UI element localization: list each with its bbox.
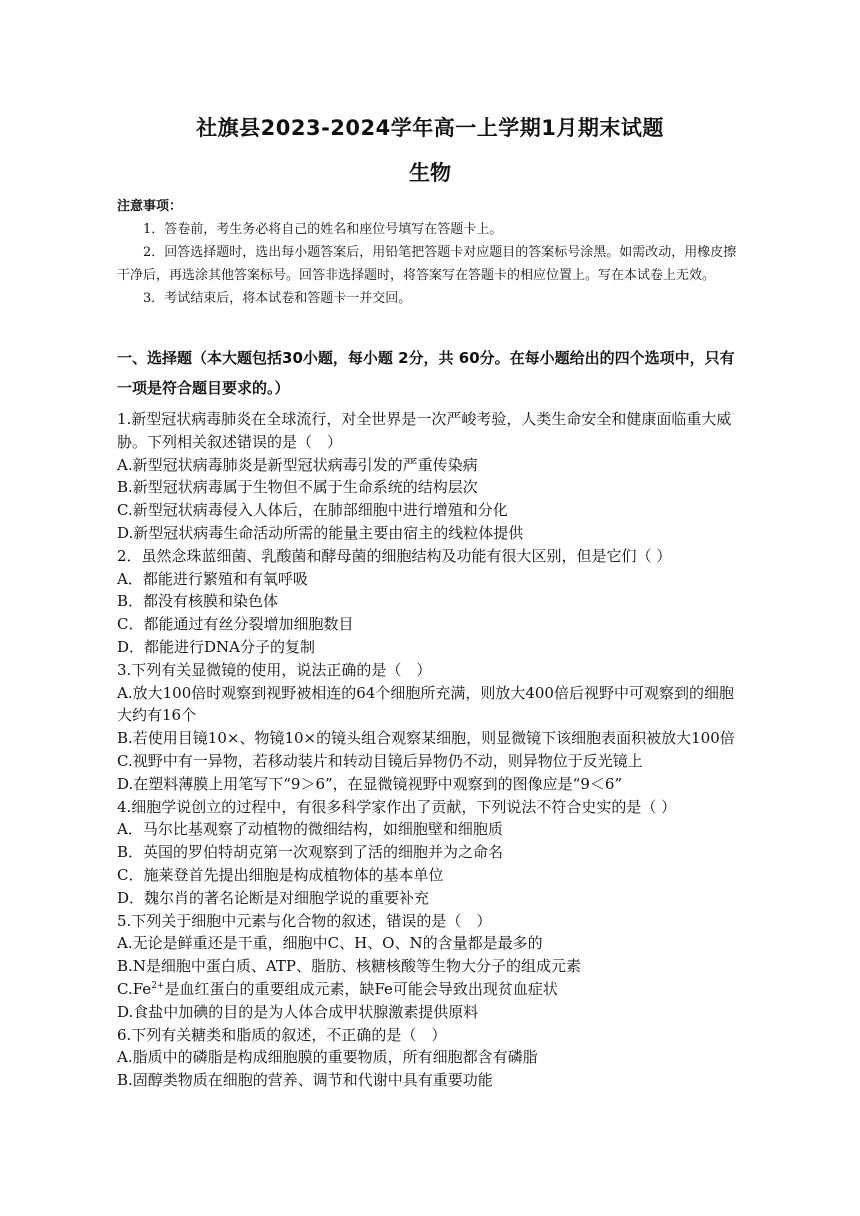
option-c: C.新型冠状病毒侵入人体后，在肺部细胞中进行增殖和分化 [117,501,508,520]
question-stem: 5.下列关于细胞中元素与化合物的叙述，错误的是（ ） [117,911,492,930]
option-a: A.新型冠状病毒肺炎是新型冠状病毒引发的严重传染病 [117,455,478,474]
option-c [117,978,747,1001]
option-c: C．施莱登首先提出细胞是构成植物体的基本单位 [117,865,444,884]
option-a: A.无论是鲜重还是干重，细胞中C、H、O、N的含量都是最多的 [117,934,543,953]
notice-item: 2．回答选择题时，选出每小题答案后，用铅笔把答题卡对应题目的答案标号涂黑。如需改动，用橡皮擦干净后，再选涂其他答案标号。回答非选择题时，将答案写在答题卡的相应位置上。写在本试卷上无效。 [117,245,737,283]
question-stem: 2．虽然念珠蓝细菌、乳酸菌和酵母菌的细胞结构及功能有很大区别，但是它们（ ） [117,546,672,565]
option-d: D.在塑料薄膜上用笔写下“9＞6”，在显微镜视野中观察到的图像应是“9＜6” [117,774,623,793]
question-6 [117,1024,747,1092]
question-stem: 1.新型冠状病毒肺炎在全球流行，对全世界是一次严峻考验，人类生命安全和健康面临重大威胁。下列相关叙述错误的是（ ） [117,410,732,451]
question-stem: 6.下列有关糖类和脂质的叙述，不正确的是（ ） [117,1025,447,1044]
notice-heading: 注意事项： [117,199,183,214]
option-b: B.固醇类物质在细胞的营养、调节和代谢中具有重要功能 [117,1071,493,1090]
option-c: C.视野中有一异物，若移动装片和转动目镜后异物仍不动，则异物位于反光镜上 [117,751,643,770]
option-d: D．魏尔肖的著名论断是对细胞学说的重要补充 [117,888,430,907]
option-d: D．都能进行DNA分子的复制 [117,637,316,656]
option-d: D.食盐中加碘的目的是为人体合成甲状腺激素提供原料 [117,1002,479,1021]
option-b: B.新型冠状病毒属于生物但不属于生命系统的结构层次 [117,478,478,497]
option-d: D.新型冠状病毒生命活动所需的能量主要由宿主的线粒体提供 [117,523,524,542]
question-stem: 4.细胞学说创立的过程中，有很多科学家作出了贡献，下列说法不符合史实的是（ ） [117,797,677,816]
option-a: A．都能进行繁殖和有氧呼吸 [117,569,308,588]
notice-item: 1．答卷前，考生务必将自己的姓名和座位号填写在答题卡上。 [143,222,503,237]
option-a: A.放大100倍时观察到视野被相连的64个细胞所充满，则放大400倍后视野中可观察到的细胞大约有16个 [117,683,734,725]
question-4 [117,796,747,910]
option-b: B．都没有核膜和染色体 [117,592,279,611]
page-title: 社旗县2023-2024学年高一上学期1月期末试题 [196,116,664,140]
question-stem: 3.下列有关显微镜的使用，说法正确的是（ ） [117,660,432,679]
section-heading: 一、选择题（本大题包括30小题，每小题 2分，共 60分。在每小题给出的四个选项中，只有一项是符合题目要求的。） [117,349,735,397]
iron-charge-superscript: 2+ [151,980,165,991]
option-c-text: 是血红蛋白的重要组成元素，缺Fe可能会导致出现贫血症状 [164,979,558,998]
question-3 [117,659,747,796]
question-5 [117,910,747,1024]
question-list [117,408,747,1092]
option-a: A．马尔比基观察了动植物的微细结构，如细胞壁和细胞质 [117,820,503,839]
question-1 [117,408,747,545]
option-b: B.若使用目镜10×、物镜10×的镜头组合观察某细胞，则显微镜下该细胞表面积被放大100倍 [117,729,735,748]
option-b: B.N是细胞中蛋白质、ATP、脂肪、核糖核酸等生物大分子的组成元素 [117,957,582,976]
notice-item: 3．考试结束后，将本试卷和答题卡一并交回。 [143,291,412,306]
option-a: A.脂质中的磷脂是构成细胞膜的重要物质，所有细胞都含有磷脂 [117,1048,538,1067]
question-2 [117,545,747,659]
option-b: B．英国的罗伯特胡克第一次观察到了活的细胞并为之命名 [117,843,504,862]
option-c-prefix: C.Fe [117,979,152,998]
subject-title: 生物 [409,161,451,185]
notice-block [117,195,745,310]
option-c: C．都能通过有丝分裂增加细胞数目 [117,615,354,634]
